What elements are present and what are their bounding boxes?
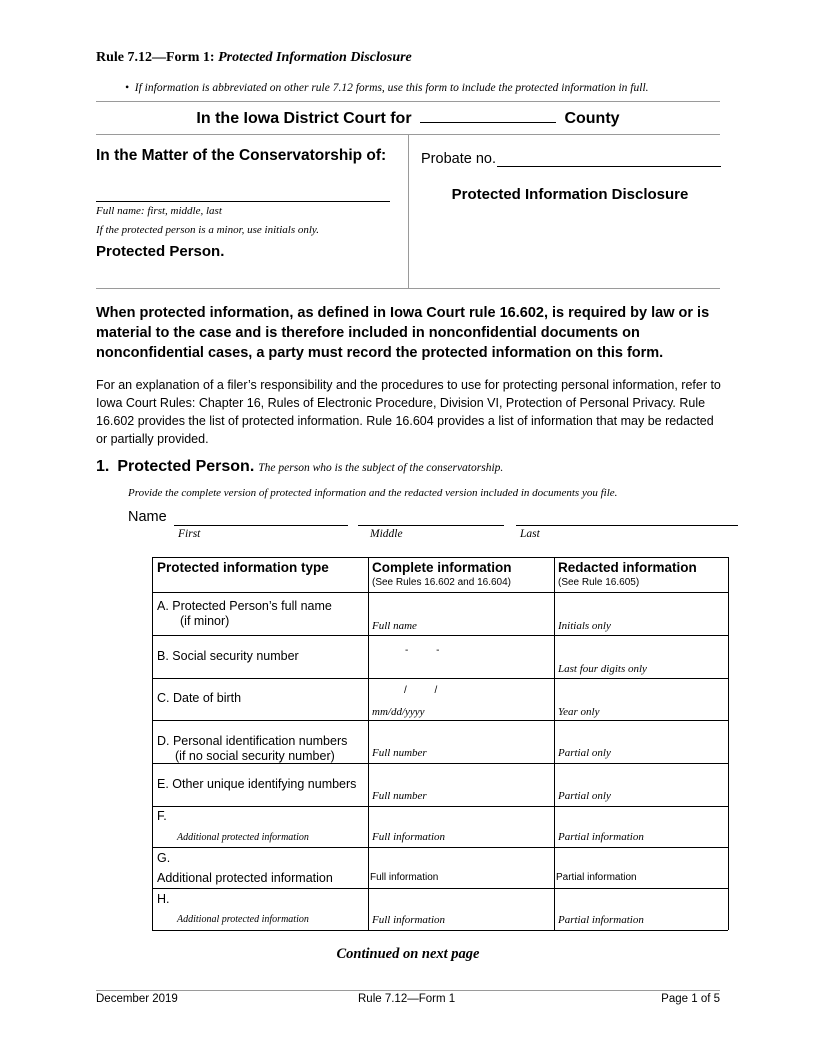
row-label: B. Social security number [157,649,299,663]
table-rule [152,720,728,721]
probate-number-field[interactable] [497,166,721,167]
redacted-field[interactable]: Partial only [558,747,611,759]
row-label: D. Personal identification numbers [157,734,348,748]
fullname-note: Full name: first, middle, last [96,205,222,217]
row-label: G. [157,851,171,865]
table-rule [152,763,728,764]
row-label-line2: (if no social security number) [175,749,335,763]
section-1-heading [96,458,503,476]
table-border [152,557,728,558]
protected-person-name-field[interactable] [96,201,390,202]
court-caption [96,108,720,128]
middle-name-field[interactable] [358,525,504,526]
ssn-field[interactable]: - - [405,645,440,656]
row-label: E. Other unique identifying numbers [157,777,357,791]
table-rule [152,592,728,593]
divider [96,101,720,102]
probate-label: Probate no. [421,151,496,167]
table-rule [152,678,728,679]
court-suffix: County [564,110,620,127]
row-label: F. [157,809,167,823]
intro-bold-paragraph: When protected information, as defined in Iowa Court rule 16.602, is required by law or is material to the case and is therefore included in nonconfidential documents on nonconfidential cases, a party must record the protected information on this form. [96,305,710,361]
complete-hint: mm/dd/yyyy [372,706,425,718]
complete-field[interactable]: Full number [372,790,427,802]
table-border [152,557,153,930]
dob-field[interactable]: / / [404,685,438,696]
form-header [96,50,412,66]
footer-form: Rule 7.12—Form 1 [358,993,456,1005]
divider [96,288,720,289]
row-label-line2: (if minor) [180,614,230,628]
complete-field[interactable]: Full information [372,914,446,926]
matter-heading: In the Matter of the Conservatorship of: [96,147,387,164]
court-prefix: In the Iowa District Court for [196,110,412,127]
county-field[interactable] [420,108,556,123]
name-label: Name [128,509,167,525]
additional-info-field[interactable]: Additional protected information [177,832,309,843]
intro-paragraph: For an explanation of a filer’s responsibility and the procedures to use for protecting personal information, refer to Iowa Court Rules: Chapter 16, Rules of Electronic Procedure, Division VI, Protection of Personal Privacy. Rule 16.602 provides the list of protected information. Rule 16.604 provides a list of information that may be redacted or partially provided. [96,378,721,446]
row-label: A. Protected Person’s full name [157,599,332,613]
section-title: Protected Person. [117,458,255,475]
complete-field[interactable]: Full name [372,620,417,632]
table-rule [152,635,728,636]
redacted-field[interactable]: Partial only [558,790,611,802]
section-instructions: Provide the complete version of protected information and the redacted version included in documents you file. [128,487,618,499]
section-subtitle: The person who is the subject of the conservatorship. [258,462,504,474]
header-redacted: Redacted information [558,560,697,575]
footer-page: Page 1 of 5 [661,993,720,1005]
redacted-field[interactable]: Year only [558,706,600,718]
footer-divider [96,990,720,991]
section-number: 1. [96,458,110,475]
header-redacted-sub: (See Rule 16.605) [558,577,640,588]
table-rule [554,557,555,930]
redacted-field[interactable]: Partial information [556,872,637,883]
complete-field[interactable]: Full information [370,872,439,883]
redacted-field[interactable]: Partial information [558,831,644,843]
redacted-field[interactable]: Initials only [558,620,611,632]
redacted-field[interactable]: Partial information [558,914,644,926]
redacted-field[interactable]: Last four digits only [558,663,647,675]
complete-field[interactable]: Full information [372,831,446,843]
table-rule [152,888,728,889]
additional-info-field[interactable]: Additional protected information [157,871,333,885]
row-label: H. [157,892,170,906]
last-caption: Last [520,528,540,540]
abbreviation-note [125,82,649,94]
table-rule [152,806,728,807]
document-title: Protected Information Disclosure [451,186,689,203]
rule-number: Rule 7.12—Form 1: [96,50,219,65]
table-rule [152,847,728,848]
header-complete-sub: (See Rules 16.602 and 16.604) [372,577,511,588]
header-complete: Complete information [372,560,512,575]
table-rule [368,557,369,930]
caption-divider [408,134,409,288]
continued-note: Continued on next page [336,946,480,962]
additional-info-field[interactable]: Additional protected information [177,914,309,925]
first-caption: First [178,528,201,540]
complete-field[interactable]: Full number [372,747,427,759]
header-type: Protected information type [157,560,329,575]
first-name-field[interactable] [174,525,348,526]
middle-caption: Middle [370,528,403,540]
bullet-icon: • [125,82,135,94]
party-label: Protected Person. [96,243,225,260]
minor-note: If the protected person is a minor, use initials only. [96,224,319,236]
table-border [728,557,729,930]
form-title: Protected Information Disclosure [218,50,412,65]
abbreviation-note-text: If information is abbreviated on other rule 7.12 forms, use this form to include the protected information in full. [134,82,649,94]
last-name-field[interactable] [516,525,738,526]
table-border [152,930,728,931]
row-label: C. Date of birth [157,691,242,705]
footer-date: December 2019 [96,993,178,1005]
